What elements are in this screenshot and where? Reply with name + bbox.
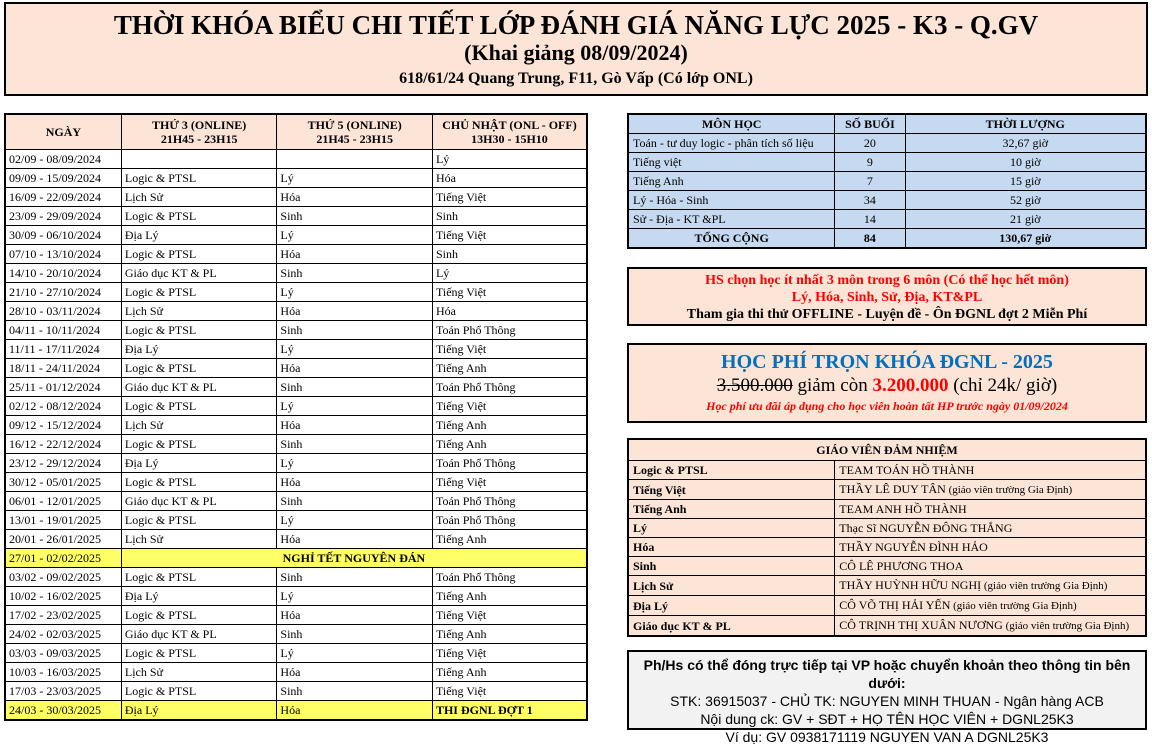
cell-date: 10/03 - 16/03/2025 — [5, 663, 121, 682]
cell-sunday: Toán Phổ Thông — [432, 321, 587, 340]
cell-thursday: Hóa — [277, 245, 433, 264]
cell-holiday: NGHỈ TẾT NGUYÊN ĐÁN — [121, 549, 587, 568]
cell-sunday: Hóa — [432, 302, 587, 321]
cell-tuesday: Logic & PTSL — [121, 644, 277, 663]
cell-thursday: Lý — [277, 340, 433, 359]
table-row — [628, 134, 1146, 153]
cell-tuesday: Logic & PTSL — [121, 435, 277, 454]
cell-date: 06/01 - 12/01/2025 — [5, 492, 121, 511]
cell-thursday: Hóa — [277, 359, 433, 378]
address: 618/61/24 Quang Trung, F11, Gò Vấp (Có lớp ONL) — [399, 70, 753, 87]
cell-date: 02/12 - 08/12/2024 — [5, 397, 121, 416]
cell-thursday: Lý — [277, 169, 433, 188]
table-row — [628, 576, 1146, 596]
cell-tuesday: Logic & PTSL — [121, 245, 277, 264]
cell-tuesday: Logic & PTSL — [121, 321, 277, 340]
cell-sunday: Sinh — [432, 245, 587, 264]
cell-thursday: Lý — [277, 454, 433, 473]
cell-date: 24/03 - 30/03/2025 — [5, 701, 121, 721]
cell-tuesday: Logic & PTSL — [121, 397, 277, 416]
old-price: 3.500.000 — [716, 375, 793, 396]
cell-sunday: Tiếng Việt — [432, 188, 587, 207]
cell-sunday: Tiếng Việt — [432, 397, 587, 416]
cell-date: 11/11 - 17/11/2024 — [5, 340, 121, 359]
cell-date: 16/12 - 22/12/2024 — [5, 435, 121, 454]
cell-thursday: Hóa — [277, 473, 433, 492]
col-header-sunday: CHỦ NHẬT (ONL - OFF) 13H30 - 15H10 — [432, 114, 587, 150]
cell-thursday: Hóa — [277, 302, 433, 321]
cell-subject: Sử - Địa - KT &PL — [628, 210, 835, 229]
table-row — [628, 500, 1146, 519]
table-row — [5, 416, 587, 435]
teacher-note: (giáo viên trường Gia Định) — [945, 484, 1073, 496]
note-line-3: Tham gia thi thử OFFLINE - Luyện đề - Ôn ĐGNL đợt 2 Miễn Phí — [686, 307, 1088, 322]
cell-date: 04/11 - 10/11/2024 — [5, 321, 121, 340]
cell-sunday: Tiếng Anh — [432, 416, 587, 435]
col-header-tuesday: THỨ 3 (ONLINE) 21H45 - 23H15 — [121, 114, 277, 150]
cell-teacher-subject: Sinh — [628, 557, 835, 576]
table-row — [5, 302, 587, 321]
table-row — [5, 644, 587, 663]
cell-duration: 21 giờ — [905, 210, 1146, 229]
cell-thursday: Lý — [277, 226, 433, 245]
cell-sunday: Tiếng Việt — [432, 340, 587, 359]
cell-tuesday: Lịch Sử — [121, 416, 277, 435]
table-row — [5, 606, 587, 625]
tuition-price — [629, 374, 1145, 398]
page-header — [4, 2, 1148, 96]
cell-sessions: 7 — [835, 172, 905, 191]
cell-tuesday: Logic & PTSL — [121, 511, 277, 530]
cell-tuesday: Giáo dục KT & PL — [121, 625, 277, 644]
cell-tuesday: Địa Lý — [121, 454, 277, 473]
price-mid-text: giảm còn — [792, 375, 873, 396]
table-row — [5, 682, 587, 701]
cell-teacher-name — [835, 596, 1146, 616]
cell-sessions: 20 — [835, 134, 905, 153]
cell-teacher-name — [835, 500, 1146, 519]
teacher-name: CÔ LÊ PHƯƠNG THOA — [839, 559, 964, 573]
cell-tuesday: Địa Lý — [121, 701, 277, 721]
total-label: TỔNG CỘNG — [628, 229, 835, 249]
subject-header-row — [628, 114, 1146, 134]
cell-tuesday: Lịch Sử — [121, 530, 277, 549]
cell-teacher-subject: Giáo dục KT & PL — [628, 616, 835, 637]
cell-date: 02/09 - 08/09/2024 — [5, 150, 121, 169]
table-row — [5, 226, 587, 245]
table-row — [5, 207, 587, 226]
cell-sunday: Hóa — [432, 169, 587, 188]
cell-tuesday: Địa Lý — [121, 587, 277, 606]
tuition-box — [627, 343, 1147, 423]
cell-subject: Tiếng Anh — [628, 172, 835, 191]
cell-sessions: 9 — [835, 153, 905, 172]
price-suffix: (chỉ 24k/ giờ) — [948, 375, 1058, 396]
table-row — [628, 519, 1146, 538]
cell-date: 25/11 - 01/12/2024 — [5, 378, 121, 397]
cell-teacher-subject: Hóa — [628, 538, 835, 557]
cell-thursday: Sinh — [277, 682, 433, 701]
note-line-2: Lý, Hóa, Sinh, Sử, Địa, KT&PL — [791, 290, 983, 305]
col-header-sessions: SỐ BUỔI — [835, 114, 905, 134]
cell-sunday: Tiếng Anh — [432, 587, 587, 606]
cell-tuesday: Giáo dục KT & PL — [121, 264, 277, 283]
cell-thursday: Hóa — [277, 530, 433, 549]
cell-date: 30/09 - 06/10/2024 — [5, 226, 121, 245]
col-header-duration: THỜI LƯỢNG — [905, 114, 1146, 134]
cell-thursday: Sinh — [277, 378, 433, 397]
table-row — [628, 538, 1146, 557]
total-row — [628, 229, 1146, 249]
table-row — [5, 188, 587, 207]
cell-tuesday: Logic & PTSL — [121, 169, 277, 188]
cell-thursday: Sinh — [277, 568, 433, 587]
cell-sunday: Tiếng Việt — [432, 473, 587, 492]
table-row — [5, 264, 587, 283]
cell-tuesday: Địa Lý — [121, 340, 277, 359]
cell-duration: 32,67 giờ — [905, 134, 1146, 153]
teacher-name: TEAM TOÁN HỒ THÀNH — [839, 463, 975, 477]
cell-thursday: Hóa — [277, 663, 433, 682]
table-row — [5, 625, 587, 644]
table-row — [5, 454, 587, 473]
payment-line-3: Ví dụ: GV 0938171119 NGUYEN VAN A DGNL25K3 — [725, 729, 1049, 745]
cell-thursday: Sinh — [277, 264, 433, 283]
cell-thursday: Sinh — [277, 207, 433, 226]
cell-thursday: Lý — [277, 644, 433, 663]
table-row — [5, 701, 587, 721]
cell-teacher-name — [835, 576, 1146, 596]
cell-teacher-name — [835, 519, 1146, 538]
cell-date: 07/10 - 13/10/2024 — [5, 245, 121, 264]
schedule-header-row — [5, 114, 587, 150]
teacher-note: (giáo viên trường Gia Định) — [950, 600, 1077, 612]
cell-thursday: Sinh — [277, 492, 433, 511]
cell-teacher-subject: Tiếng Anh — [628, 500, 835, 519]
cell-sunday: Lý — [432, 264, 587, 283]
cell-teacher-subject: Logic & PTSL — [628, 461, 835, 480]
cell-tuesday: Logic & PTSL — [121, 473, 277, 492]
teacher-table — [627, 438, 1147, 637]
cell-sunday: Tiếng Việt — [432, 283, 587, 302]
teacher-header-row — [628, 439, 1146, 461]
cell-sessions: 14 — [835, 210, 905, 229]
cell-thursday: Lý — [277, 587, 433, 606]
new-price: 3.200.000 — [872, 375, 949, 396]
cell-subject: Toán - tư duy logic - phân tích số liệu — [628, 134, 835, 153]
cell-thursday: Hóa — [277, 606, 433, 625]
cell-date: 14/10 - 20/10/2024 — [5, 264, 121, 283]
cell-date: 10/02 - 16/02/2025 — [5, 587, 121, 606]
cell-tuesday: Địa Lý — [121, 226, 277, 245]
table-row — [5, 492, 587, 511]
cell-thursday — [277, 150, 433, 169]
table-row — [5, 397, 587, 416]
cell-sunday: Tiếng Việt — [432, 644, 587, 663]
cell-tuesday: Logic & PTSL — [121, 283, 277, 302]
payment-title: Ph/Hs có thể đóng trực tiếp tại VP hoặc chuyển khoản theo thông tin bên dưới: — [643, 657, 1131, 691]
table-row — [5, 587, 587, 606]
cell-date: 23/12 - 29/12/2024 — [5, 454, 121, 473]
cell-teacher-subject: Lý — [628, 519, 835, 538]
table-row — [5, 283, 587, 302]
cell-date: 28/10 - 03/11/2024 — [5, 302, 121, 321]
cell-thursday: Hóa — [277, 416, 433, 435]
cell-date: 03/02 - 09/02/2025 — [5, 568, 121, 587]
table-row — [5, 473, 587, 492]
cell-date: 09/09 - 15/09/2024 — [5, 169, 121, 188]
cell-thursday: Lý — [277, 397, 433, 416]
cell-teacher-subject: Tiếng Việt — [628, 480, 835, 500]
cell-sunday: Toán Phổ Thông — [432, 568, 587, 587]
teacher-name: CÔ TRỊNH THỊ XUÂN NƯƠNG — [839, 618, 1003, 632]
page-title: THỜI KHÓA BIỂU CHI TIẾT LỚP ĐÁNH GIÁ NĂNG LỰC 2025 - K3 - Q.GV — [113, 10, 1039, 40]
cell-date: 13/01 - 19/01/2025 — [5, 511, 121, 530]
table-row — [628, 153, 1146, 172]
cell-tuesday: Logic & PTSL — [121, 568, 277, 587]
cell-sunday: Sinh — [432, 207, 587, 226]
cell-thursday: Lý — [277, 511, 433, 530]
cell-tuesday: Giáo dục KT & PL — [121, 378, 277, 397]
teacher-note: (giáo viên trường Gia Định) — [981, 580, 1108, 592]
cell-sunday: THI ĐGNL ĐỢT 1 — [432, 701, 587, 721]
table-row — [628, 172, 1146, 191]
cell-thursday: Hóa — [277, 701, 433, 721]
table-row — [628, 461, 1146, 480]
cell-sunday: Toán Phổ Thông — [432, 454, 587, 473]
enrollment-note — [627, 267, 1147, 326]
subject-summary-table — [627, 113, 1147, 249]
payment-line-2: Nội dung ck: GV + SĐT + HỌ TÊN HỌC VIÊN + DGNL25K3 — [700, 711, 1074, 727]
cell-date: 09/12 - 15/12/2024 — [5, 416, 121, 435]
tuition-title: HỌC PHÍ TRỌN KHÓA ĐGNL - 2025 — [721, 351, 1053, 373]
cell-tuesday: Lịch Sử — [121, 302, 277, 321]
teacher-note: (giáo viên trường Gia Định) — [1002, 620, 1130, 632]
table-row — [5, 359, 587, 378]
table-row — [628, 210, 1146, 229]
teacher-name: TEAM ANH HỒ THÀNH — [839, 502, 967, 516]
cell-sunday: Tiếng Việt — [432, 226, 587, 245]
cell-subject: Lý - Hóa - Sinh — [628, 191, 835, 210]
cell-teacher-name — [835, 557, 1146, 576]
table-row — [5, 663, 587, 682]
table-row — [5, 150, 587, 169]
cell-teacher-subject: Địa Lý — [628, 596, 835, 616]
teacher-name: THẦY HUỲNH HỮU NGHỊ — [839, 578, 982, 592]
cell-sunday: Tiếng Anh — [432, 663, 587, 682]
cell-sunday: Toán Phổ Thông — [432, 492, 587, 511]
cell-teacher-name — [835, 480, 1146, 500]
cell-tuesday: Giáo dục KT & PL — [121, 492, 277, 511]
cell-thursday: Hóa — [277, 188, 433, 207]
total-duration: 130,67 giờ — [905, 229, 1146, 249]
table-row — [5, 435, 587, 454]
cell-sunday: Toán Phổ Thông — [432, 511, 587, 530]
cell-tuesday: Lịch Sử — [121, 188, 277, 207]
cell-duration: 10 giờ — [905, 153, 1146, 172]
teacher-name: THẦY LÊ DUY TÂN — [839, 482, 946, 496]
table-row — [628, 596, 1146, 616]
cell-sunday: Tiếng Anh — [432, 435, 587, 454]
cell-tuesday: Logic & PTSL — [121, 359, 277, 378]
table-row — [628, 191, 1146, 210]
table-row — [628, 616, 1146, 637]
cell-sunday: Tiếng Anh — [432, 530, 587, 549]
cell-date: 20/01 - 26/01/2025 — [5, 530, 121, 549]
cell-tuesday: Logic & PTSL — [121, 682, 277, 701]
cell-date: 17/03 - 23/03/2025 — [5, 682, 121, 701]
cell-thursday: Lý — [277, 283, 433, 302]
cell-date: 24/02 - 02/03/2025 — [5, 625, 121, 644]
cell-thursday: Sinh — [277, 435, 433, 454]
schedule-table — [4, 113, 588, 721]
cell-sessions: 34 — [835, 191, 905, 210]
teacher-table-title: GIÁO VIÊN ĐẢM NHIỆM — [628, 439, 1146, 461]
cell-thursday: Sinh — [277, 625, 433, 644]
cell-date: 23/09 - 29/09/2024 — [5, 207, 121, 226]
teacher-name: THẦY NGUYỄN ĐÌNH HẢO — [839, 540, 988, 554]
cell-tuesday — [121, 150, 277, 169]
cell-teacher-name — [835, 538, 1146, 557]
col-header-date: NGÀY — [5, 114, 121, 150]
table-row — [5, 378, 587, 397]
cell-sunday: Toán Phổ Thông — [432, 378, 587, 397]
table-row — [628, 557, 1146, 576]
col-header-subject: MÔN HỌC — [628, 114, 835, 134]
table-row — [5, 530, 587, 549]
cell-date: 17/02 - 23/02/2025 — [5, 606, 121, 625]
cell-duration: 15 giờ — [905, 172, 1146, 191]
table-row — [5, 511, 587, 530]
col-header-thursday: THỨ 5 (ONLINE) 21H45 - 23H15 — [277, 114, 433, 150]
table-row — [5, 549, 587, 568]
cell-tuesday: Logic & PTSL — [121, 207, 277, 226]
table-row — [5, 169, 587, 188]
table-row — [628, 480, 1146, 500]
cell-teacher-subject: Lịch Sử — [628, 576, 835, 596]
note-line-1: HS chọn học ít nhất 3 môn trong 6 môn (Có thể học hết môn) — [705, 273, 1069, 288]
table-row — [5, 340, 587, 359]
cell-thursday: Sinh — [277, 321, 433, 340]
cell-sunday: Tiếng Việt — [432, 606, 587, 625]
table-row — [5, 245, 587, 264]
payment-line-1: STK: 36915037 - CHỦ TK: NGUYEN MINH THUAN - Ngân hàng ACB — [670, 693, 1104, 709]
cell-sunday: Tiếng Anh — [432, 625, 587, 644]
cell-date: 16/09 - 22/09/2024 — [5, 188, 121, 207]
teacher-name: Thạc Sĩ NGUYỄN ĐÔNG THẮNG — [839, 521, 1013, 535]
cell-date: 18/11 - 24/11/2024 — [5, 359, 121, 378]
table-row — [5, 568, 587, 587]
cell-duration: 52 giờ — [905, 191, 1146, 210]
total-sessions: 84 — [835, 229, 905, 249]
cell-tuesday: Logic & PTSL — [121, 606, 277, 625]
tuition-footnote: Học phí ưu đãi áp dụng cho học viên hoàn tất HP trước ngày 01/09/2024 — [706, 399, 1068, 413]
cell-sunday: Tiếng Việt — [432, 682, 587, 701]
cell-subject: Tiếng việt — [628, 153, 835, 172]
teacher-name: CÔ VÕ THỊ HẢI YẾN — [839, 598, 951, 612]
cell-teacher-name — [835, 461, 1146, 480]
table-row — [5, 321, 587, 340]
cell-tuesday: Lịch Sử — [121, 663, 277, 682]
cell-date: 30/12 - 05/01/2025 — [5, 473, 121, 492]
cell-date: 27/01 - 02/02/2025 — [5, 549, 121, 568]
cell-teacher-name — [835, 616, 1146, 637]
cell-date: 21/10 - 27/10/2024 — [5, 283, 121, 302]
payment-info — [627, 650, 1147, 745]
cell-sunday: Lý — [432, 150, 587, 169]
page-subtitle: (Khai giảng 08/09/2024) — [464, 40, 688, 65]
cell-date: 03/03 - 09/03/2025 — [5, 644, 121, 663]
cell-sunday: Tiếng Anh — [432, 359, 587, 378]
